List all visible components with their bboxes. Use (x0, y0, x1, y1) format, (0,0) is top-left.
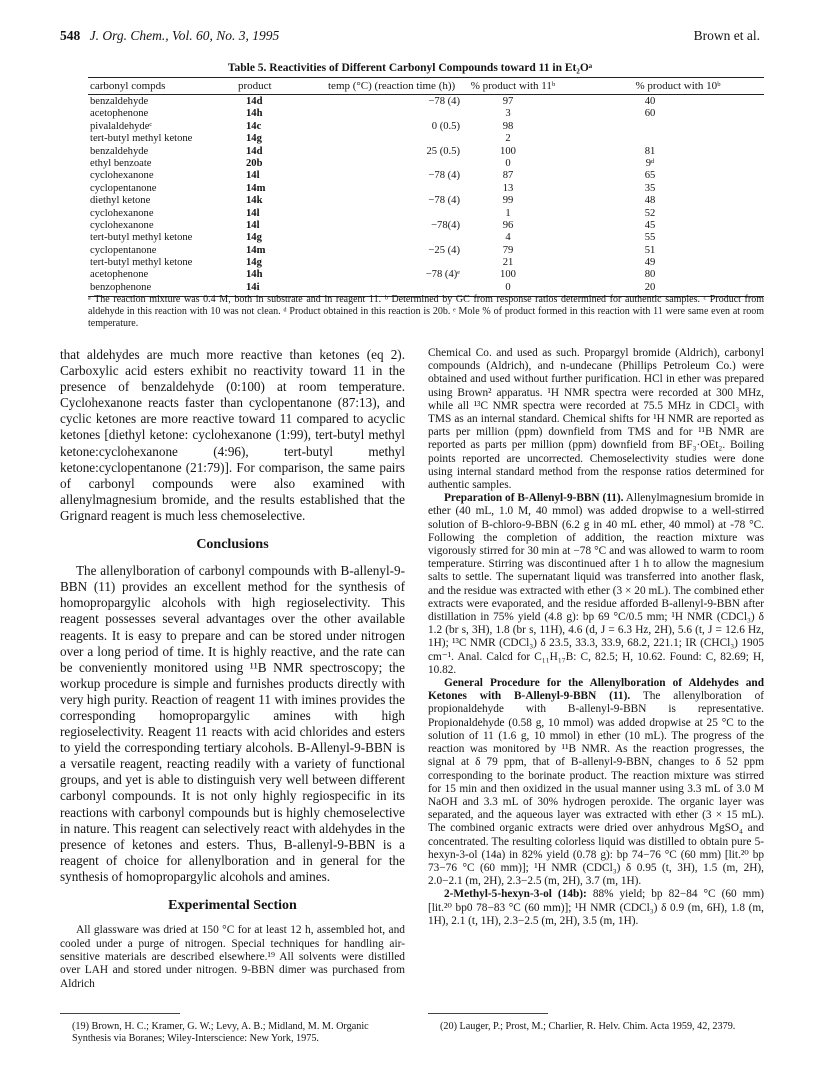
cell-compound: tert-butyl methyl ketone (90, 133, 193, 145)
page-number: 548 (60, 28, 81, 43)
table-row (88, 220, 764, 232)
cell-product: 14l (246, 219, 260, 231)
cell-compound: acetophenone (90, 108, 149, 120)
cell-compound: benzaldehyde (90, 96, 149, 107)
cell-product: 14h (246, 269, 263, 281)
cell-product-10: 80 (644, 269, 656, 281)
paragraph-text: Allenylmagnesium bromide in ether (40 mL, 1.0 M, 40 mmol) was added dropwise to a well-stirred solution of B-chloro-9-BBN (6.2 g in 40 mL ether, 40 mmol) at -78 °C. Following the completion of addition, the reaction mixture was vigorously stirred for 30 min at −78 °C and was allowed to warm to room temperature. Stirring was discontinued after 1 h to allow the magnesium salts to settle. The supernatant liquid was transferred into another flask, and the residue was extracted with ether (3 × 20 mL). The combined ether extracts were evaporated, and the residue afforded B-allenyl-9-BBN after distillation in 75% yield (4.8 g): bp 69 °C/0.5 mm; ¹H NMR (CDCl₃) δ 1.2 (br s, 3H), 1.8 (br s, 11H), 4.6 (d, J = 6.3 Hz, 2H), 5.6 (t, J = 12.6 Hz, 1H); ¹³C NMR (CDCl₃) δ 23.5, 33.3, 33.9, 68.2, 221.1; IR (CHCl₃) 1905 cm⁻¹. Anal. Calcd for C₁₁H₁₇B: C, 82.5; H, 10.62. Found: C, 82.69; H, 10.82. (428, 492, 764, 676)
left-column (60, 347, 405, 991)
cell-product: 14m (246, 182, 266, 194)
cell-compound: ethyl benzoate (90, 157, 152, 169)
cell-product-11: 87 (502, 170, 514, 182)
cell-product-11: 79 (502, 244, 514, 256)
table-row (88, 108, 764, 120)
cell-compound: cyclopentanone (90, 182, 157, 194)
column-header-compound: carbonyl compds (90, 80, 166, 92)
cell-temp: 25 (0.5) (426, 145, 460, 157)
cell-product-10: 52 (644, 207, 656, 219)
table-body (88, 95, 764, 294)
body-paragraph (428, 888, 764, 928)
cell-product-11: 100 (500, 145, 516, 157)
cell-product: 14d (246, 145, 263, 157)
table-row (88, 170, 764, 182)
footnote-rule (60, 1013, 180, 1014)
reference-19: (19) Brown, H. C.; Kramer, G. W.; Levy, A. B.; Midland, M. M. Organic Synthesis via Boranes; Wiley-Interscience: New York, 1975. (72, 1021, 369, 1044)
table-row (88, 195, 764, 207)
column-header-product: product (238, 80, 272, 92)
cell-product-10: 9ᵈ (645, 157, 655, 169)
cell-compound: pivalaldehydeᶜ (90, 120, 153, 132)
cell-product: 14g (246, 133, 262, 145)
table-row (88, 96, 764, 108)
cell-product-11: 2 (505, 133, 511, 145)
cell-product-11: 4 (505, 232, 511, 244)
cell-compound: cyclohexanone (90, 207, 154, 219)
cell-product-10: 45 (644, 219, 656, 231)
cell-product-11: 13 (502, 182, 514, 194)
cell-product-10: 55 (644, 232, 656, 244)
cell-product-11: 3 (505, 108, 511, 120)
cell-compound: benzaldehyde (90, 145, 149, 157)
cell-temp: −25 (4) (428, 244, 460, 256)
cell-compound: diethyl ketone (90, 195, 151, 207)
cell-product: 14g (246, 232, 262, 244)
paragraph-text: The allenylboration of propionaldehyde with B-allenyl-9-BBN is representative. Propionaldehyde (0.58 g, 10 mmol) was added dropwise at 25 °C to the solution of 11 (1.6 g, 10 mmol) in ether (10 mL). The progress of the reaction was monitored by ¹¹B NMR. As the reaction progresses, the signal at δ 79 ppm, that of B-allenyl-9-BBN, changes to δ 52 ppm corresponding to the borinate product. The reaction mixture was stirred for 15 min and then oxidized in the usual manner using 3.3 mL of 3.0 M NaOH and 3.3 mL of 30% hydrogen peroxide. The organic layer was separated, and the aqueous layer was extracted with ether (3 × 15 mL). The combined organic extracts were dried over anhydrous MgSO₄ and concentrated. The resulting colorless liquid was distilled to obtain pure 5-hexyn-3-ol (14a) in 82% yield (0.78 g): bp 74−76 °C (60 mm) [lit.²⁰ bp 73−76 °C (60 mm)]; ¹H NMR (CDCl₃) δ 0.95 (t, 3H), 1.5 (m, 2H), 2.0−2.1 (m, 2H), 2.3−2.5 (m, 2H), 3.7 (m, 1H). (428, 690, 764, 888)
paragraph-run-in-title: 2-Methyl-5-hexyn-3-ol (14b): (444, 888, 587, 901)
cell-product: 14k (246, 195, 263, 207)
cell-compound: cyclohexanone (90, 219, 154, 231)
table-row (88, 133, 764, 145)
running-head-left (60, 28, 279, 44)
cell-product-10: 40 (644, 96, 656, 107)
paragraph-text: 88% yield; bp 82−84 °C (60 mm) [lit.²⁰ bp0 78−83 °C (60 mm)]; ¹H NMR (CDCl₃) δ 0.9 (m, 6H), 1.8 (m, 1H), 2.1 (t, 1H), 2.3−2.5 (m, 2H), 3.5 (m, 1H). (428, 888, 764, 927)
cell-compound: cyclopentanone (90, 244, 157, 256)
cell-product: 14l (246, 207, 260, 219)
column-header-product-11: % product with 11ᵇ (470, 80, 556, 92)
body-paragraph (428, 677, 764, 888)
cell-product-11: 100 (500, 269, 516, 281)
table-row (88, 158, 764, 170)
cell-product: 14d (246, 96, 263, 107)
cell-product-11: 97 (502, 96, 514, 107)
table-row (88, 232, 764, 244)
body-paragraph: All glassware was dried at 150 °C for at least 12 h, assembled hot, and cooled under a purge of nitrogen. Special techniques for handling air-sensitive materials are described elsewhere.¹⁹ All solvents were distilled over LAH and stored under nitrogen. 9-BBN dimer was purchased from Aldrich (60, 924, 405, 990)
cell-compound: tert-butyl methyl ketone (90, 232, 193, 244)
cell-product: 14l (246, 170, 260, 182)
cell-product: 14c (246, 120, 262, 132)
experimental-heading: Experimental Section (168, 898, 297, 913)
column-header-temp: temp (°C) (reaction time (h)) (328, 80, 456, 92)
table-row (88, 257, 764, 269)
cell-product: 20b (246, 157, 263, 169)
journal-citation: J. Org. Chem., Vol. 60, No. 3, 1995 (89, 28, 280, 43)
right-column (428, 347, 764, 928)
footnote-rule (428, 1013, 548, 1014)
reference-20: (20) Lauger, P.; Prost, M.; Charlier, R. Helv. Chim. Acta 1959, 42, 2379. (440, 1021, 736, 1032)
cell-product-10: 48 (644, 195, 656, 207)
column-header-product-10: % product with 10ᵇ (635, 80, 721, 92)
cell-temp: −78(4) (431, 219, 460, 231)
cell-product-10: 35 (644, 182, 656, 194)
table-row (88, 245, 764, 257)
paragraph-run-in-title: General Procedure for the Allenylboration of Aldehydes and Ketones with B-Allenyl-9-BBN (11). (428, 677, 764, 703)
cell-product-10: 65 (644, 170, 656, 182)
cell-temp: −78 (4) (428, 195, 460, 207)
table-row (88, 146, 764, 158)
cell-product-10: 49 (644, 257, 656, 269)
body-paragraph: Chemical Co. and used as such. Propargyl bromide (Aldrich), carbonyl compounds (Aldrich), and n-undecane (Phillips Petroleum Co.) were obtained and used without further purification. HCl in ether was prepared using Brown² apparatus. ¹H NMR spectra were recorded at 300 MHz, while all ¹³C NMR spectra were recorded at 75.5 MHz in CDCl₃ with TMS as an internal standard. Chemical shifts for ¹H NMR are reported as parts per million (ppm) downfield from TMS and for ¹¹B NMR are reported as parts per million (ppm) downfield from BF₃·OEt₂. Boiling points reported are uncorrected. Chemoselectivity studies were done using internal standard method from the response ratios determined for authentic samples. (428, 347, 764, 492)
cell-temp: −78 (4) (428, 170, 460, 182)
table-row (88, 269, 764, 281)
cell-product-11: 21 (502, 257, 514, 269)
table-row (88, 121, 764, 133)
running-head-authors: Brown et al. (693, 28, 760, 43)
cell-product-11: 96 (502, 219, 514, 231)
cell-temp: −78 (4)ᵉ (425, 269, 460, 281)
cell-product-11: 98 (502, 120, 514, 132)
cell-product-10: 20 (644, 281, 656, 293)
table-header-row (88, 78, 764, 95)
cell-compound: tert-butyl methyl ketone (90, 257, 193, 269)
cell-compound: benzophenone (90, 281, 152, 293)
cell-product: 14g (246, 257, 262, 269)
cell-product-11: 1 (505, 207, 511, 219)
table-caption: Table 5. Reactivities of Different Carbonyl Compounds toward 11 in Et₂Oᵃ (227, 62, 593, 74)
cell-product: 14i (246, 281, 260, 293)
cell-compound: cyclohexanone (90, 170, 154, 182)
running-head (60, 28, 760, 48)
table-row (88, 208, 764, 220)
cell-product-11: 0 (505, 281, 511, 293)
cell-product: 14h (246, 108, 263, 120)
cell-temp: 0 (0.5) (431, 120, 460, 132)
data-table (88, 77, 764, 297)
cell-product-10: 51 (644, 244, 656, 256)
table-row (88, 282, 764, 294)
body-paragraph: that aldehydes are much more reactive than ketones (eq 2). Carboxylic acid esters exhibit no reactivity toward 11 in the presence of benzaldehyde (0:100) at room temperature. Cyclohexanone reacts faster than cyclopentanone (87:13), and cyclic ketones are more reactive toward 11 compared to acyclic ketones [diethyl ketone: cyclohexanone (1:99), tert-butyl methyl ketone:cyclohexanone (4:96), tert-butyl methyl ketone:cyclopentanone (21:79)]. For comparison, the same pairs of carbonyl compounds were also examined with allenylmagnesium bromide, and the results established that the Grignard reagent is much less chemoselective. (60, 347, 405, 523)
body-paragraph (428, 492, 764, 677)
cell-product: 14m (246, 244, 266, 256)
cell-compound: acetophenone (90, 269, 149, 281)
cell-product-10: 60 (644, 108, 656, 120)
cell-product-10: 81 (644, 145, 656, 157)
body-paragraph: The allenylboration of carbonyl compounds with B-allenyl-9-BBN (11) provides an excellent method for the synthesis of homopropargylic alcohols with high regioselectivity. This reagent possesses several advantages over the other available reagents. It is easy to prepare and can be stored under nitrogen over a long period of time. It is highly reactive, and the rate can be conveniently monitored using ¹¹B NMR spectroscopy; the workup procedure is simple and furnishes products directly with very high purity. Reaction of reagent 11 with imines provides the corresponding homopropargylic amines with high regioselectivity. Reagent 11 reacts with acid chlorides and esters to yield the corresponding tertiary alcohols. B-Allenyl-9-BBN is a versatile reagent, reacting readily with a variety of functional groups, and yet is able to distinguish very well between different carbonyl compounds. It is not only highly regiospecific in its reactions with carbonyl compounds but is highly chemoselective in nature. This reagent can selectively react with aldehydes in the presence of ketones and esters. Thus, B-allenyl-9-BBN is a reagent of choice for allenylboration and in general for the synthesis of homopropargylic alcohols and amines. (60, 563, 405, 884)
conclusions-heading: Conclusions (196, 537, 269, 553)
paragraph-run-in-title: Preparation of B-Allenyl-9-BBN (11). (444, 492, 624, 505)
table-footnote: ᵃ The reaction mixture was 0.4 M, both in substrate and in reagent 11. ᵇ Determined by GC from response ratios determined for authentic samples. ᶜ Product from aldehyde in this reaction with 10 was not clean. ᵈ Product obtained in this reaction is 20b. ᵉ Mole % of product formed in this reaction with 11 were same even at room temperature. (88, 294, 764, 330)
table-row (88, 183, 764, 195)
cell-temp: −78 (4) (428, 96, 460, 107)
cell-product-11: 99 (502, 195, 514, 207)
cell-product-11: 0 (505, 157, 511, 169)
